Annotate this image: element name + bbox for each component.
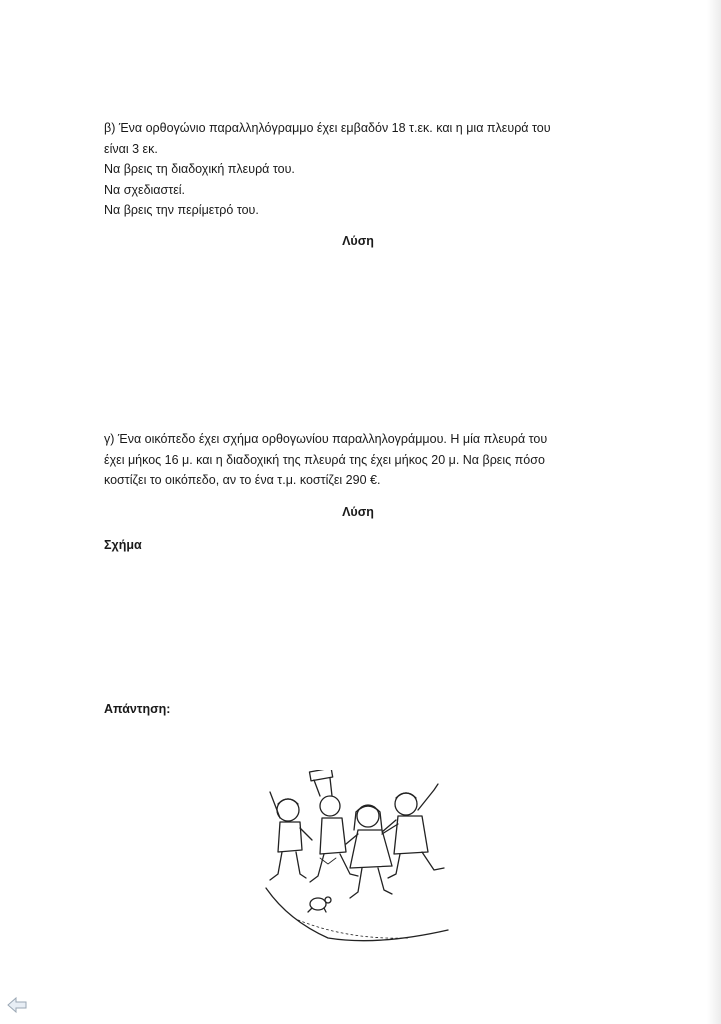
back-arrow-icon[interactable] xyxy=(6,996,28,1014)
exercise-b-line: είναι 3 εκ. xyxy=(104,141,158,156)
exercise-c-line: κοστίζει το οικόπεδο, αν το ένα τ.μ. κοστίζει 290 €. xyxy=(104,473,381,487)
exercise-b-line: Να βρεις τη διαδοχική πλευρά του. xyxy=(104,162,295,176)
exercise-b-line: β) Ένα ορθογώνιο παραλληλόγραμμο έχει εμβαδόν 18 τ.εκ. και η μια πλευρά του xyxy=(104,121,551,135)
shape-label: Σχήμα xyxy=(104,538,142,552)
dancing-children-illustration xyxy=(258,770,458,950)
solution-heading-c: Λύση xyxy=(342,505,374,519)
exercise-c-line: γ) Ένα οικόπεδο έχει σχήμα ορθογωνίου παραλληλογράμμου. Η μία πλευρά του xyxy=(104,432,548,446)
exercise-b-line: Να βρεις την περίμετρό του. xyxy=(104,203,259,217)
exercise-c-text xyxy=(104,429,604,491)
exercise-b-line: Να σχεδιαστεί. xyxy=(104,182,186,197)
exercise-b-text xyxy=(104,118,604,221)
exercise-c-line: έχει μήκος 16 μ. και η διαδοχική της πλευρά της έχει μήκος 20 μ. Να βρεις πόσο xyxy=(104,452,545,467)
answer-label: Απάντηση: xyxy=(104,702,171,716)
solution-heading-b: Λύση xyxy=(342,234,374,248)
